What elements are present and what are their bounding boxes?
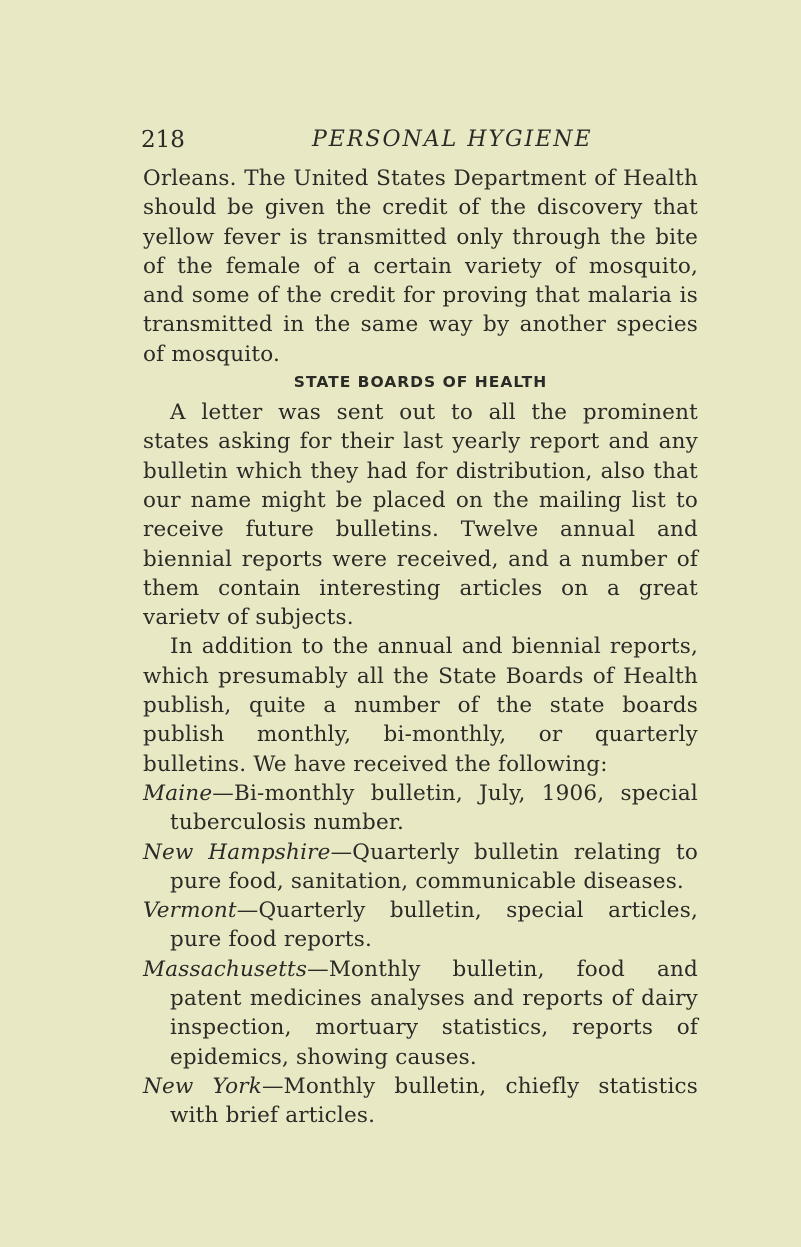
bulletin-entry xyxy=(143,838,698,897)
state-name: Vermont xyxy=(143,898,237,924)
page-header xyxy=(141,124,701,156)
bulletin-description: —Monthly bulletin, chiefly statistics with brief articles. xyxy=(170,1073,698,1129)
bulletin-entry xyxy=(143,955,698,1072)
bulletin-list xyxy=(143,779,698,1131)
section-heading: STATE BOARDS OF HEALTH xyxy=(293,373,548,392)
bulletin-description: —Quarterly bulletin relating to pure food, sanitation, communicable diseases. xyxy=(170,839,698,894)
page-number: 218 xyxy=(141,127,185,153)
bulletin-entry xyxy=(143,1072,698,1131)
opening-paragraph: Orleans. The United States Department of Health should be given the credit of the discovery that yellow fever is transmitted only through the bite of the female of a certain variety of mosquito, and some of the credit for proving that malaria is transmitted in the same way by another species of mosquito. xyxy=(143,166,698,367)
state-name: New Hampshire xyxy=(143,839,331,865)
running-title: PERSONAL HYGIENE xyxy=(312,127,593,152)
bulletin-description: —Bi-monthly bulletin, July, 1906, special tuberculosis number. xyxy=(170,780,698,836)
paragraph-letter-sent: A letter was sent out to all the prominent states asking for their last yearly report and any bulletin which they had for distribution, also that our name might be placed on the mailing list to receive future bulletins. Twelve annual and biennial reports were received, and a number of them contain interesting articles on a great varietv of subjects. xyxy=(143,400,698,631)
page-text xyxy=(143,164,698,1131)
bulletin-entry xyxy=(143,896,698,955)
state-name: New York xyxy=(143,1073,262,1099)
state-name: Massachusetts xyxy=(143,956,308,982)
state-name: Maine xyxy=(143,780,213,806)
bulletin-entry xyxy=(143,779,698,838)
paragraph-bulletins-intro: In addition to the annual and biennial reports, which presumably all the State Boards of Health publish, quite a number of the state boards publish monthly, bi-monthly, or quarterly bulletins. We have received the following: xyxy=(143,634,698,777)
bulletin-description: —Quarterly bulletin, special articles, pure food reports. xyxy=(170,898,698,953)
bulletin-description: —Monthly bulletin, food and patent medicines analyses and reports of dairy inspection, mortuary statistics, reports of epidemics, showing causes. xyxy=(170,956,698,1070)
